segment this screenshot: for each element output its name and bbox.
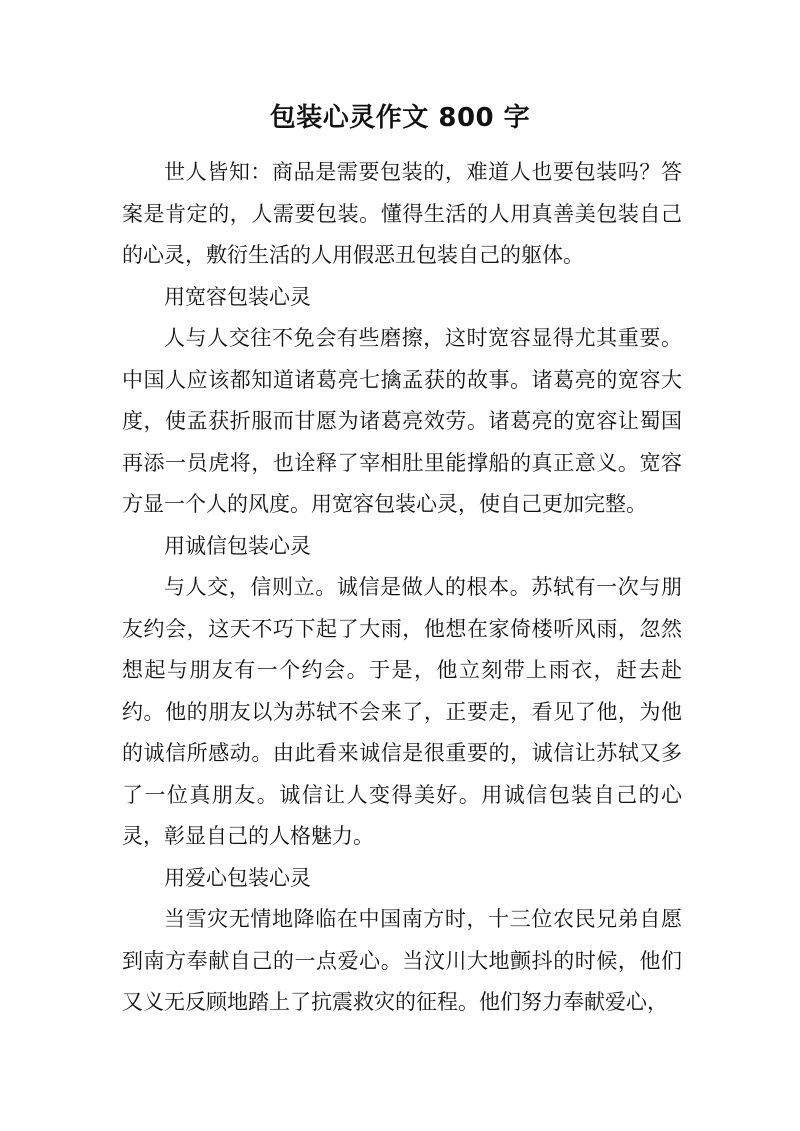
section-heading-integrity: 用诚信包装心灵: [164, 533, 311, 558]
section-heading-love: 用爱心包装心灵: [164, 865, 311, 890]
document-title: 包装心灵作文 800 字: [269, 103, 531, 133]
paragraph-tolerance: 人与人交往不免会有些磨擦，这时宽容显得尤其重要。中国人应该都知道诸葛亮七擒孟获的故事。诸葛亮的宽容大度，使孟获折服而甘愿为诸葛亮效劳。诸葛亮的宽容让蜀国再添一员虎将，也诠释了宰相肚里能撑船的真正意义。宽容方显一个人的风度。用宽容包装心灵，使自己更加完整。: [122, 326, 682, 516]
paragraph-intro: 世人皆知：商品是需要包装的，难道人也要包装吗？答案是肯定的，人需要包装。懂得生活的人用真善美包装自己的心灵，敷衍生活的人用假恶丑包装自己的躯体。: [122, 160, 682, 267]
paragraph-integrity: 与人交，信则立。诚信是做人的根本。苏轼有一次与朋友约会，这天不巧下起了大雨，他想在家倚楼听风雨，忽然想起与朋友有一个约会。于是，他立刻带上雨衣，赶去赴约。他的朋友以为苏轼不会来了，正要走，看见了他，为他的诚信所感动。由此看来诚信是很重要的，诚信让苏轼又多了一位真朋友。诚信让人变得美好。用诚信包装自己的心灵，彰显自己的人格魅力。: [122, 575, 682, 848]
document-body: [122, 152, 682, 1024]
paragraph-love: 当雪灾无情地降临在中国南方时，十三位农民兄弟自愿到南方奉献自己的一点爱心。当汶川大地颤抖的时候，他们又义无反顾地踏上了抗震救灾的征程。他们努力奉献爱心，: [122, 907, 682, 1014]
section-heading-tolerance: 用宽容包装心灵: [164, 284, 311, 309]
